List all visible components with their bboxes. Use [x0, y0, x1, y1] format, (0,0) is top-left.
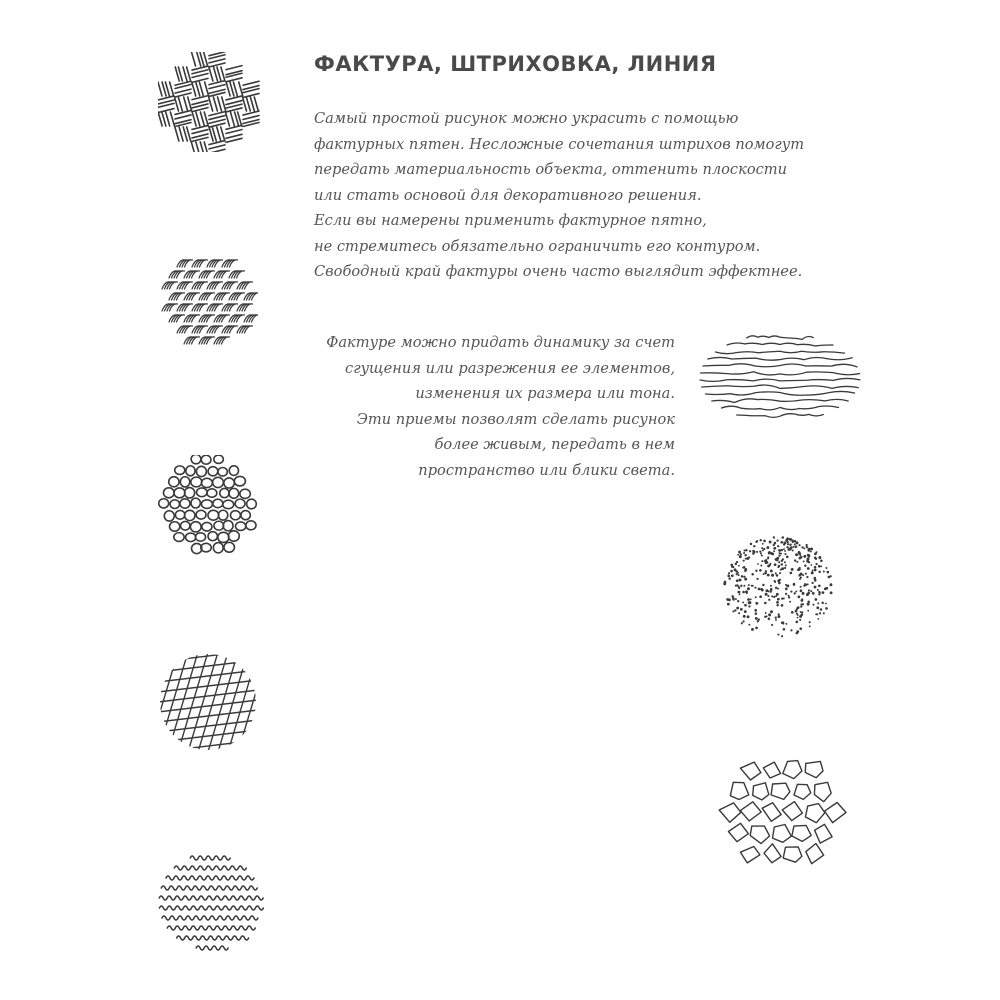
dynamics-line: Эти приемы позволят сделать рисунок: [356, 410, 675, 428]
intro-line: Самый простой рисунок можно украсить с помощью: [314, 110, 739, 127]
wavy-lines-texture-icon: [158, 852, 264, 952]
intro-paragraph: [314, 106, 834, 285]
wood-grain-texture-icon: [698, 332, 862, 424]
stipple-dots-texture-icon: [722, 535, 834, 639]
dynamics-line: пространство или блики света.: [418, 461, 675, 479]
intro-line: Если вы намерены применить фактурное пятно,: [314, 212, 707, 229]
intro-line: или стать основой для декоративного решения.: [314, 186, 702, 204]
dynamics-line: более живым, передать в нем: [434, 436, 675, 453]
intro-line: фактурных пятен. Несложные сочетания штрихов помогут: [314, 135, 805, 153]
intro-line: Свободный край фактуры очень часто выглядит эффектнее.: [314, 263, 803, 280]
pebble-circles-texture-icon: [158, 455, 258, 555]
dynamics-line: изменения их размера или тона.: [415, 385, 675, 402]
intro-line: не стремитесь обязательно ограничить его контуром.: [314, 237, 761, 255]
basket-weave-hatching-icon: [158, 52, 262, 152]
scale-strokes-texture-icon: [158, 255, 258, 347]
stone-mosaic-texture-icon: [718, 758, 848, 870]
dynamics-line: Фактуре можно придать динамику за счет: [326, 334, 675, 351]
page-title: ФАКТУРА, ШТРИХОВКА, ЛИНИЯ: [314, 52, 717, 76]
dynamics-line: сгущения или разрежения ее элементов,: [345, 359, 675, 377]
crosshatch-grid-texture-icon: [158, 652, 258, 752]
intro-line: передать материальность объекта, оттенить плоскости: [314, 161, 788, 178]
dynamics-paragraph: [300, 330, 675, 483]
